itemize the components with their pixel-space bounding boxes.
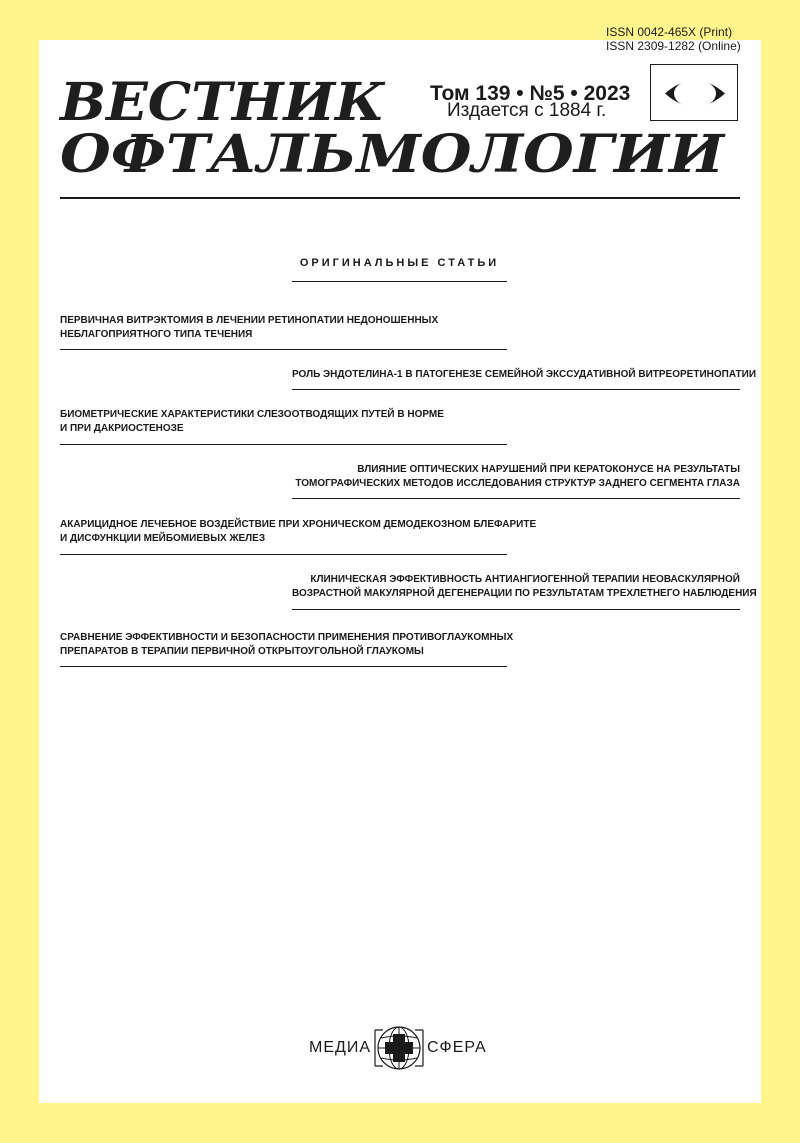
issn-print: ISSN 0042-465X (Print)	[606, 25, 733, 39]
article-title-line: ПРЕПАРАТОВ В ТЕРАПИИ ПЕРВИЧНОЙ ОТКРЫТОУГОЛЬНОЙ ГЛАУКОМЫ	[60, 646, 424, 657]
article-divider	[60, 444, 507, 445]
article-title-line: СРАВНЕНИЕ ЭФФЕКТИВНОСТИ И БЕЗОПАСНОСТИ ПРИМЕНЕНИЯ ПРОТИВОГЛАУКОМНЫХ	[60, 632, 514, 643]
article-title-line: ВЛИЯНИЕ ОПТИЧЕСКИХ НАРУШЕНИЙ ПРИ КЕРАТОКОНУСЕ НА РЕЗУЛЬТАТЫ	[357, 464, 740, 475]
header-divider	[60, 197, 740, 199]
article-title[interactable]	[60, 631, 514, 659]
article-title-line: КЛИНИЧЕСКАЯ ЭФФЕКТИВНОСТЬ АНТИАНГИОГЕННОЙ ТЕРАПИИ НЕОВАСКУЛЯРНОЙ	[310, 574, 740, 585]
article-title[interactable]	[60, 408, 507, 436]
article-title-line: ВОЗРАСТНОЙ МАКУЛЯРНОЙ ДЕГЕНЕРАЦИИ ПО РЕЗУЛЬТАТАМ ТРЕХЛЕТНЕГО НАБЛЮДЕНИЯ	[292, 588, 757, 599]
article-title[interactable]	[292, 573, 757, 601]
article-title-line: ПЕРВИЧНАЯ ВИТРЭКТОМИЯ В ЛЕЧЕНИИ РЕТИНОПАТИИ НЕДОНОШЕННЫХ	[60, 315, 439, 326]
eye-icon	[651, 65, 739, 122]
article-title[interactable]	[60, 518, 537, 546]
article-title-line: РОЛЬ ЭНДОТЕЛИНА-1 В ПАТОГЕНЕЗЕ СЕМЕЙНОЙ ЭКССУДАТИВНОЙ ВИТРЕОРЕТИНОПАТИИ	[292, 369, 757, 380]
section-divider	[292, 281, 507, 282]
article-title-line: НЕБЛАГОПРИЯТНОГО ТИПА ТЕЧЕНИЯ	[60, 329, 253, 340]
article-divider	[60, 349, 507, 350]
article-divider	[292, 498, 740, 499]
article-title-line: И ПРИ ДАКРИОСТЕНОЗЕ	[60, 423, 184, 434]
article-divider	[292, 389, 740, 390]
article-divider	[292, 609, 740, 610]
article-title-line: АКАРИЦИДНОЕ ЛЕЧЕБНОЕ ВОЗДЕЙСТВИЕ ПРИ ХРОНИЧЕСКОМ ДЕМОДЕКОЗНОМ БЛЕФАРИТЕ	[60, 519, 537, 530]
volume-issue-year: Том 139 • №5 • 2023	[430, 82, 631, 105]
publisher-logo	[309, 1024, 491, 1072]
globe-cross-icon	[373, 1024, 425, 1072]
article-divider	[60, 554, 507, 555]
published-since: Издается с 1884 г.	[447, 100, 607, 121]
issn-block	[606, 25, 741, 53]
section-heading: ОРИГИНАЛЬНЫЕ СТАТЬИ	[299, 257, 500, 269]
article-title-line: И ДИСФУНКЦИИ МЕЙБОМИЕВЫХ ЖЕЛЕЗ	[60, 533, 266, 544]
publisher-name-left: МЕДИА	[309, 1039, 372, 1056]
article-title-line: ТОМОГРАФИЧЕСКИХ МЕТОДОВ ИССЛЕДОВАНИЯ СТРУКТУР ЗАДНЕГО СЕГМЕНТА ГЛАЗА	[295, 478, 740, 489]
article-title[interactable]	[60, 314, 507, 342]
journal-title-line1: ВЕСТНИК	[60, 72, 385, 133]
issn-online: ISSN 2309-1282 (Online)	[606, 39, 741, 53]
eye-logo	[650, 64, 738, 121]
cover-page	[39, 40, 761, 1103]
publisher-name-right: СФЕРА	[427, 1039, 487, 1056]
article-title-line: БИОМЕТРИЧЕСКИЕ ХАРАКТЕРИСТИКИ СЛЕЗООТВОДЯЩИХ ПУТЕЙ В НОРМЕ	[60, 409, 444, 420]
article-divider	[60, 666, 507, 667]
article-title[interactable]	[292, 368, 757, 382]
journal-title-line2: ОФТАЛЬМОЛОГИИ	[60, 124, 725, 185]
article-title[interactable]	[292, 463, 740, 491]
